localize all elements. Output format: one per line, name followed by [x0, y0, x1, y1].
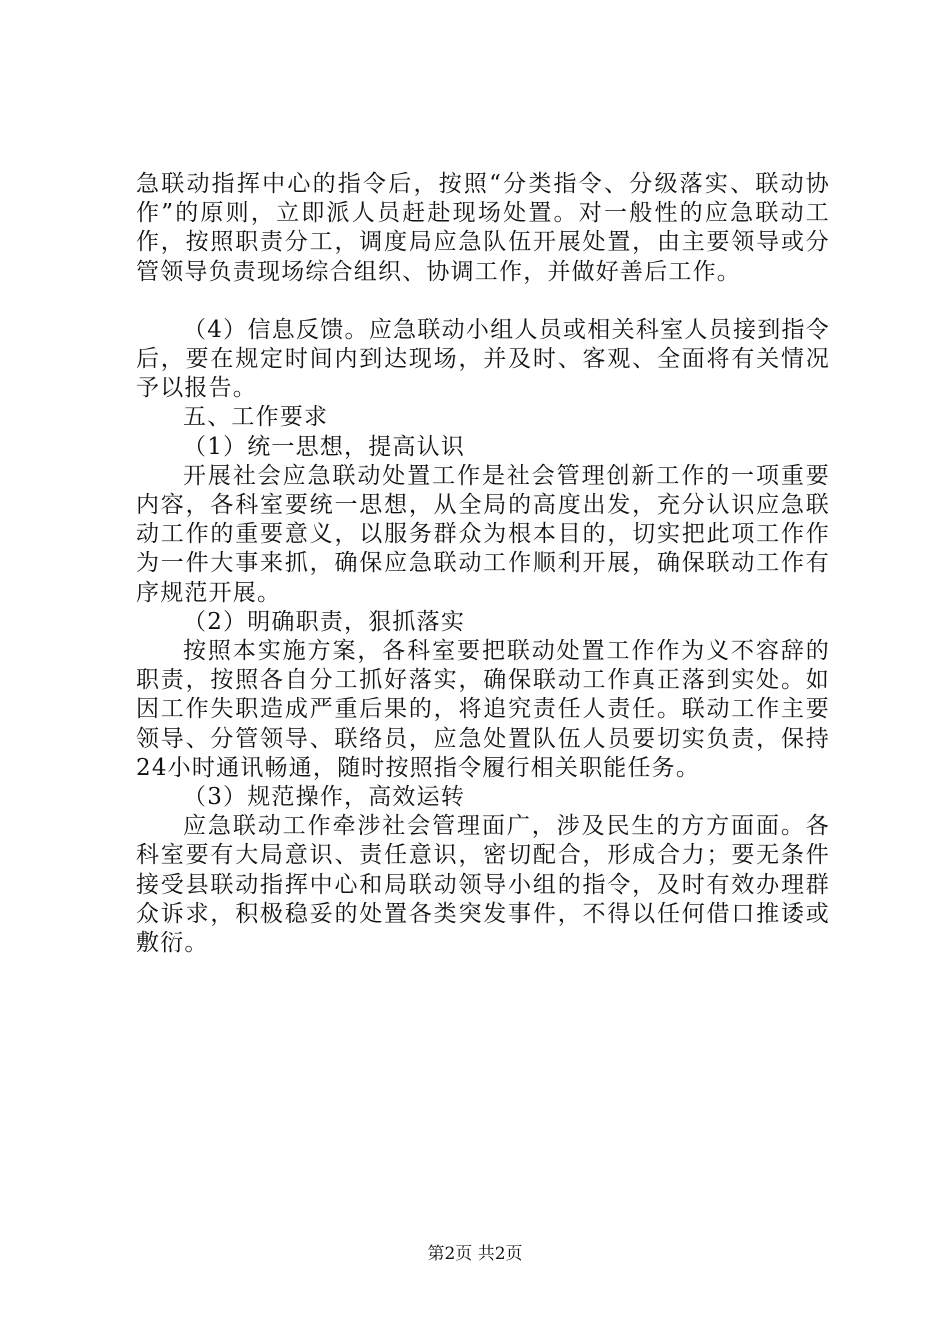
paragraph-standardize-operation: 应急联动工作牵涉社会管理面广，涉及民生的方方面面。各科室要有大局意识、责任意识，密切配合，形成合力；要无条件接受县联动指挥中心和局联动领导小组的指令，及时有效办理群众诉求，积极稳妥的处置各类突发事件，不得以任何借口推诿或敷衍。: [136, 813, 830, 957]
paragraph-continuation: 急联动指挥中心的指令后，按照“分类指令、分级落实、联动协作”的原则，立即派人员赶赴现场处置。对一般性的应急联动工作，按照职责分工，调度局应急队伍开展处置，由主要领导或分管领导负责现场综合组织、协调工作，并做好善后工作。: [136, 171, 830, 285]
document-body: [136, 170, 830, 958]
paragraph-unify-thinking: 开展社会应急联动处置工作是社会管理创新工作的一项重要内容，各科室要统一思想，从全局的高度出发，充分认识应急联动工作的重要意义，以服务群众为根本目的，切实把此项工作作为一件大事来抓，确保应急联动工作顺利开展，确保联动工作有序规范开展。: [136, 462, 830, 606]
subheading-clarify-duties: （2）明确职责，狠抓落实: [183, 608, 466, 635]
paragraph-info-feedback: （4）信息反馈。应急联动小组人员或相关科室人员接到指令后，要在规定时间内到达现场，并及时、客观、全面将有关情况予以报告。: [136, 316, 830, 402]
page-number-footer: 第2页 共2页: [427, 1244, 523, 1264]
section-heading-work-requirements: 五、工作要求: [183, 404, 329, 431]
paragraph-clarify-duties: 按照本实施方案，各科室要把联动处置工作作为义不容辞的职责，按照各自分工抓好落实，确保联动工作真正落到实处。如因工作失职造成严重后果的，将追究责任人责任。联动工作主要领导、分管领导、联络员，应急处置队伍人员要切实负责，保持24小时通讯畅通，随时按照指令履行相关职能任务。: [136, 638, 830, 781]
subheading-unify-thinking: （1）统一思想，提高认识: [183, 433, 466, 460]
subheading-standardize-operation: （3）规范操作，高效运转: [183, 784, 466, 811]
